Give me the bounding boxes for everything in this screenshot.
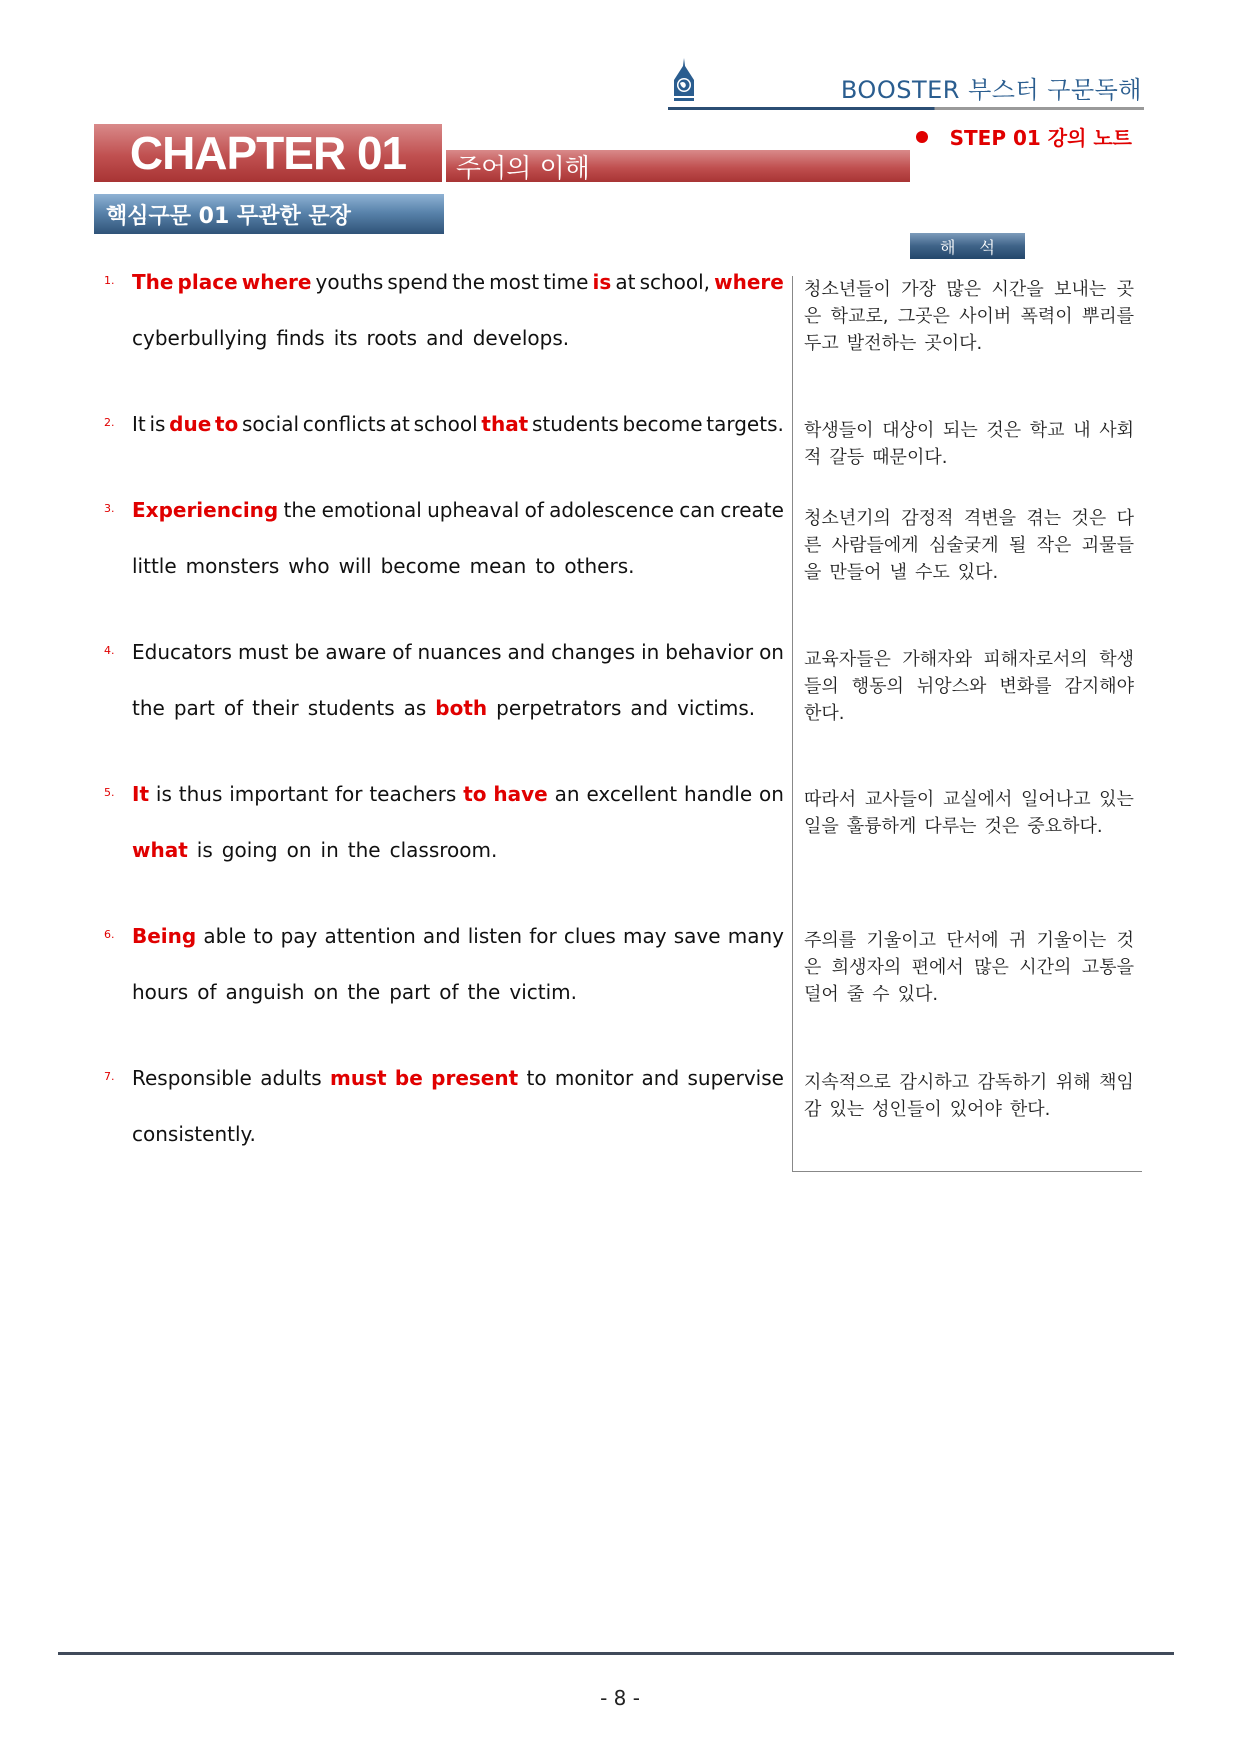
translation-line: 감 있는 성인들이 있어야 한다.	[804, 1099, 1051, 1120]
word: and	[641, 1066, 680, 1090]
word: become	[380, 554, 461, 578]
bullet-dot-icon	[916, 131, 928, 143]
word: pay	[280, 924, 318, 948]
chapter-banner	[94, 124, 442, 182]
highlighted-word: place	[177, 270, 238, 294]
highlighted-word: The	[132, 270, 174, 294]
sentence-line	[132, 980, 784, 1004]
word: Responsible	[132, 1066, 252, 1090]
highlighted-word: is	[592, 270, 612, 294]
word: school	[413, 412, 478, 436]
word: may	[623, 924, 667, 948]
translation-line: 덜어 줄 수 있다.	[804, 984, 939, 1005]
word: be	[294, 640, 320, 664]
highlighted-word: both	[435, 696, 488, 720]
chapter-subtitle-banner	[446, 150, 910, 182]
sentence-number: 5.	[104, 786, 115, 799]
word: teachers	[369, 782, 457, 806]
word: anguish	[225, 980, 305, 1004]
word: part	[173, 696, 215, 720]
word: on	[313, 980, 339, 1004]
word: as	[403, 696, 427, 720]
word: on	[759, 640, 784, 664]
sentence-line	[132, 498, 784, 522]
footer-divider	[58, 1652, 1174, 1655]
fountain-pen-globe-logo-icon	[668, 56, 700, 104]
word: to	[253, 924, 274, 948]
word: for	[529, 924, 557, 948]
word: monitor	[554, 1066, 634, 1090]
word: of	[524, 498, 544, 522]
translation-line: 들의 행동의 뉘앙스와 변화를 감지해야	[804, 676, 1134, 697]
word: cyberbullying	[132, 326, 268, 350]
word: for	[334, 782, 363, 806]
sentence-line	[132, 924, 784, 948]
highlighted-word: Experiencing	[132, 498, 279, 522]
word: most	[489, 270, 540, 294]
translation-item	[804, 786, 1134, 840]
word: attention	[324, 924, 416, 948]
sentence-number: 6.	[104, 928, 115, 941]
word: It	[132, 412, 146, 436]
translation-item	[804, 505, 1134, 586]
word: emotional	[321, 498, 422, 522]
word: supervise	[687, 1066, 784, 1090]
translation-line: 른 사람들에게 심술궂게 될 작은 괴물들	[804, 535, 1134, 556]
translation-item	[804, 417, 1134, 471]
highlighted-word: must	[330, 1066, 387, 1090]
word: is	[155, 782, 172, 806]
sentence-number: 2.	[104, 416, 115, 429]
sentence-line	[132, 1122, 784, 1146]
word: finds	[276, 326, 325, 350]
word: perpetrators	[496, 696, 622, 720]
page-number: - 8 -	[600, 1686, 640, 1710]
word: will	[338, 554, 372, 578]
word: conflicts	[302, 412, 387, 436]
step-label-text: STEP 01 강의 노트	[949, 126, 1132, 150]
translation-line: 한다.	[804, 703, 845, 724]
translation-line: 청소년기의 감정적 격변을 겪는 것은 다	[804, 508, 1134, 529]
word: part	[389, 980, 431, 1004]
translation-line: 교육자들은 가해자와 피해자로서의 학생	[804, 649, 1134, 670]
word: the	[347, 838, 381, 862]
word: Educators	[132, 640, 232, 664]
highlighted-word: present	[431, 1066, 519, 1090]
word: create	[720, 498, 784, 522]
translation-item	[804, 927, 1134, 1008]
word: upheaval	[427, 498, 520, 522]
word: of	[197, 980, 217, 1004]
sentence-line	[132, 782, 784, 806]
word: on	[286, 838, 312, 862]
word: students	[307, 696, 395, 720]
highlighted-word: where	[241, 270, 312, 294]
word: and	[507, 640, 546, 664]
sentence-line	[132, 326, 784, 350]
brand-title: BOOSTER 부스터 구문독해	[840, 76, 1142, 104]
sentence-number: 1.	[104, 274, 115, 287]
sentence-line	[132, 640, 784, 664]
highlighted-word: due	[169, 412, 212, 436]
word: at	[615, 270, 636, 294]
translation-line: 은 학교로, 그곳은 사이버 폭력이 뿌리를	[804, 306, 1134, 327]
sentence-line	[132, 412, 784, 436]
word: monsters	[185, 554, 280, 578]
header-divider	[668, 107, 1144, 110]
word: aware	[325, 640, 387, 664]
word: on	[759, 782, 784, 806]
word: in	[320, 838, 339, 862]
translation-item	[804, 646, 1134, 727]
sentence-line	[132, 1066, 784, 1090]
word: time	[543, 270, 589, 294]
sentence-number: 3.	[104, 502, 115, 515]
translation-line: 청소년들이 가장 많은 시간을 보내는 곳	[804, 279, 1134, 300]
word: many	[727, 924, 784, 948]
word: excellent	[586, 782, 678, 806]
word: in	[641, 640, 660, 664]
word: to	[526, 1066, 547, 1090]
highlighted-word: to	[463, 782, 487, 806]
highlighted-word: have	[493, 782, 548, 806]
sentence-line	[132, 270, 784, 294]
chapter-label: CHAPTER 01	[129, 127, 407, 179]
word: and	[630, 696, 669, 720]
word: their	[252, 696, 299, 720]
word: at	[389, 412, 410, 436]
word: is	[196, 838, 213, 862]
word: the	[347, 980, 381, 1004]
word: the	[467, 980, 501, 1004]
word: the	[132, 696, 165, 720]
word: must	[237, 640, 289, 664]
word: school,	[639, 270, 711, 294]
word: others.	[564, 554, 635, 578]
section-title: 핵심구문 01 무관한 문장	[106, 203, 351, 229]
chapter-subtitle: 주어의 이해	[456, 153, 590, 184]
word: roots	[366, 326, 418, 350]
word: adolescence	[549, 498, 674, 522]
step-label	[916, 122, 1132, 151]
sentence-line	[132, 554, 784, 578]
word: handle	[684, 782, 753, 806]
word: clues	[563, 924, 616, 948]
word: youths	[315, 270, 384, 294]
word: save	[673, 924, 721, 948]
translation-line: 일을 훌륭하게 다루는 것은 중요하다.	[804, 816, 1103, 837]
word: victims.	[677, 696, 756, 720]
word: develops.	[472, 326, 570, 350]
translation-line: 학생들이 대상이 되는 것은 학교 내 사회	[804, 420, 1134, 441]
translation-line: 따라서 교사들이 교실에서 일어나고 있는	[804, 789, 1134, 810]
word: spend	[387, 270, 449, 294]
word: classroom.	[389, 838, 498, 862]
word: mean	[469, 554, 527, 578]
word: become	[622, 412, 703, 436]
highlighted-word: Being	[132, 924, 197, 948]
translation-header	[910, 233, 1025, 259]
word: who	[288, 554, 330, 578]
sentence-line	[132, 838, 784, 862]
word: little	[132, 554, 177, 578]
word: students	[531, 412, 619, 436]
word: and	[426, 326, 464, 350]
highlighted-word: to	[214, 412, 239, 436]
sentence-number: 7.	[104, 1070, 115, 1083]
word: its	[333, 326, 358, 350]
highlighted-word: be	[394, 1066, 423, 1090]
word: important	[229, 782, 329, 806]
word: behavior	[665, 640, 754, 664]
word: to	[535, 554, 556, 578]
word: adults	[260, 1066, 322, 1090]
word: an	[554, 782, 580, 806]
word: going	[221, 838, 278, 862]
word: thus	[178, 782, 223, 806]
word: and	[422, 924, 461, 948]
word: changes	[551, 640, 636, 664]
word: can	[679, 498, 716, 522]
translation-item	[804, 276, 1134, 357]
word: of	[439, 980, 459, 1004]
translation-line: 주의를 기울이고 단서에 귀 기울이는 것	[804, 930, 1134, 951]
word: social	[241, 412, 300, 436]
word: of	[223, 696, 244, 720]
word: nuances	[417, 640, 502, 664]
translation-line: 은 희생자의 편에서 많은 시간의 고통을	[804, 957, 1134, 978]
translation-line: 적 갈등 때문이다.	[804, 447, 948, 468]
translation-line: 지속적으로 감시하고 감독하기 위해 책임	[804, 1072, 1134, 1093]
word: able	[203, 924, 247, 948]
translation-header-label: 해석	[940, 237, 1019, 257]
word: victim.	[509, 980, 577, 1004]
sentence-number: 4.	[104, 644, 115, 657]
word: is	[149, 412, 166, 436]
highlighted-word: what	[132, 838, 188, 862]
word: the	[283, 498, 317, 522]
word: of	[392, 640, 412, 664]
translation-item	[804, 1069, 1134, 1123]
sentence-line	[132, 696, 784, 720]
translation-line: 을 만들어 낼 수도 있다.	[804, 562, 999, 583]
word: the	[452, 270, 486, 294]
highlighted-word: where	[714, 270, 784, 294]
word: hours	[132, 980, 189, 1004]
word: consistently.	[132, 1122, 256, 1146]
translation-line: 두고 발전하는 곳이다.	[804, 333, 983, 354]
word: listen	[467, 924, 523, 948]
word: targets.	[706, 412, 784, 436]
section-banner	[94, 194, 444, 234]
highlighted-word: that	[481, 412, 529, 436]
highlighted-word: It	[132, 782, 150, 806]
